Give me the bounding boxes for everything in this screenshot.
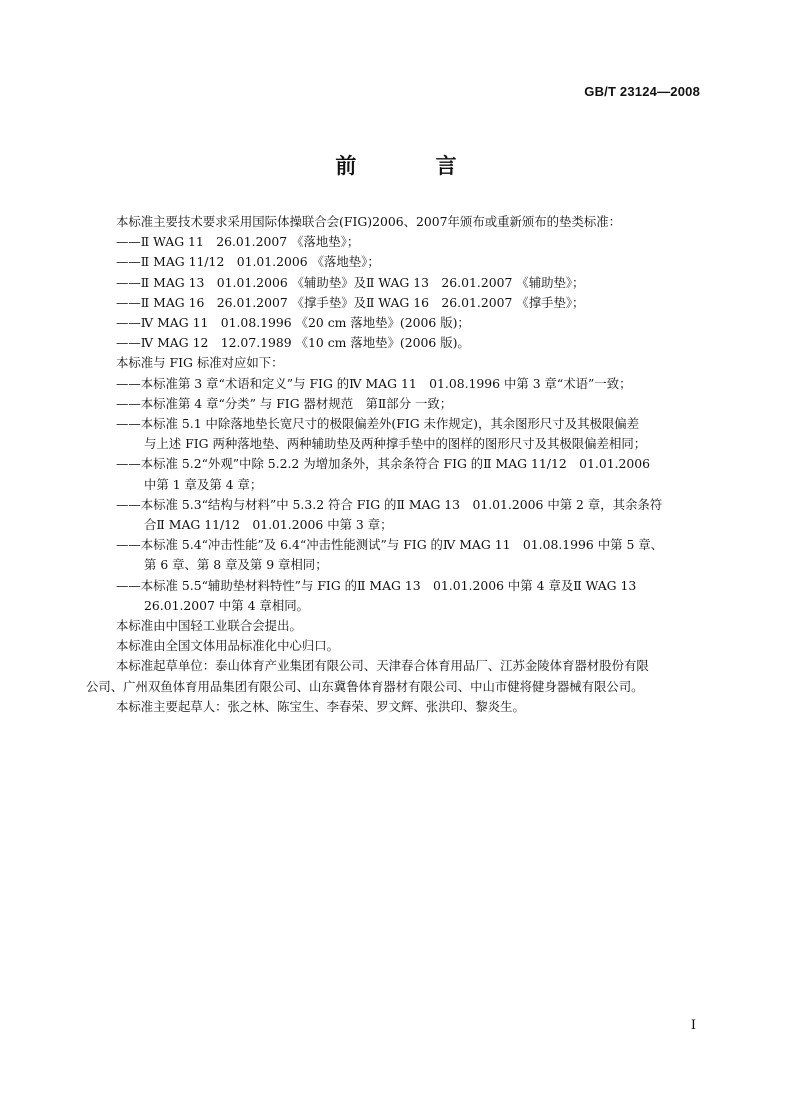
- list-item: ——本标准 5.1 中除落地垫长宽尺寸的极限偏差外(FIG 未作规定)，其余图形尺寸及其极限偏差: [116, 416, 640, 432]
- list-item: ——本标准第 4 章“分类” 与 FIG 器材规范 第Ⅱ部分 一致；: [116, 395, 453, 411]
- paragraph-line: 本标准与 FIG 标准对应如下：: [116, 355, 284, 371]
- list-item: ——本标准 5.5“辅助垫材料特性”与 FIG 的Ⅱ MAG 13 01.01.2006 中第 4 章及Ⅱ WAG 13: [116, 577, 637, 593]
- standard-code: GB/T 23124—2008: [584, 84, 700, 99]
- list-item-continuation: 与上述 FIG 两种落地垫、两种辅助垫及两种撑手垫中的图样的图形尺寸及其极限偏差相同；: [144, 436, 647, 452]
- list-item-continuation: 中第 1 章及第 4 章；: [144, 476, 263, 492]
- list-item: ——本标准第 3 章“术语和定义”与 FIG 的Ⅳ MAG 11 01.08.1996 中第 3 章“术语”一致；: [116, 375, 632, 391]
- list-item: ——Ⅱ WAG 11 26.01.2007 《落地垫》；: [116, 234, 360, 250]
- paragraph-line-continuation: 公司、广州双鱼体育用品集团有限公司、山东冀鲁体育器材有限公司、中山市健将健身器械有限公司。: [86, 678, 644, 694]
- list-item: ——Ⅳ MAG 11 01.08.1996 《20 cm 落地垫》(2006 版)；: [116, 315, 470, 331]
- list-item: ——本标准 5.3“结构与材料”中 5.3.2 符合 FIG 的Ⅱ MAG 13 01.01.2006 中第 2 章，其余条符: [116, 496, 663, 512]
- paragraph-line: 本标准由中国轻工业联合会提出。: [116, 618, 302, 634]
- list-item-continuation: 第 6 章、第 8 章及第 9 章相同；: [144, 557, 328, 573]
- paragraph-line: 本标准主要技术要求采用国际体操联合会(FIG)2006、2007年颁布或重新颁布的垫类标准：: [116, 214, 622, 229]
- list-item: ——Ⅱ MAG 11/12 01.01.2006 《落地垫》；: [116, 254, 380, 270]
- page-number: I: [690, 1018, 696, 1033]
- paragraph-line: 本标准起草单位：泰山体育产业集团有限公司、天津春合体育用品厂、江苏金陵体育器材股份有限: [116, 658, 649, 674]
- list-item: ——本标准 5.4“冲击性能”及 6.4“冲击性能测试”与 FIG 的Ⅳ MAG 11 01.08.1996 中第 5 章、: [116, 537, 664, 553]
- list-item: ——Ⅱ MAG 16 26.01.2007 《撑手垫》及Ⅱ WAG 16 26.01.2007 《撑手垫》；: [116, 294, 585, 310]
- list-item: ——Ⅳ MAG 12 12.07.1989 《10 cm 落地垫》(2006 版)。: [116, 335, 470, 351]
- foreword-body: [86, 212, 704, 717]
- paragraph-line: 本标准主要起草人：张之林、陈宝生、李春荣、罗文辉、张洪印、黎炎生。: [116, 698, 525, 714]
- list-item-continuation: 合Ⅱ MAG 11/12 01.01.2006 中第 3 章；: [144, 517, 393, 533]
- list-item: ——本标准 5.2“外观”中除 5.2.2 为增加条外，其余条符合 FIG 的Ⅱ MAG 11/12 01.01.2006: [116, 456, 651, 472]
- paragraph-line: 本标准由全国文体用品标准化中心归口。: [116, 638, 340, 654]
- list-item-continuation: 26.01.2007 中第 4 章相同。: [144, 597, 309, 613]
- list-item: ——Ⅱ MAG 13 01.01.2006 《辅助垫》及Ⅱ WAG 13 26.01.2007 《辅助垫》；: [116, 274, 585, 290]
- page-title: 前 言: [335, 154, 493, 178]
